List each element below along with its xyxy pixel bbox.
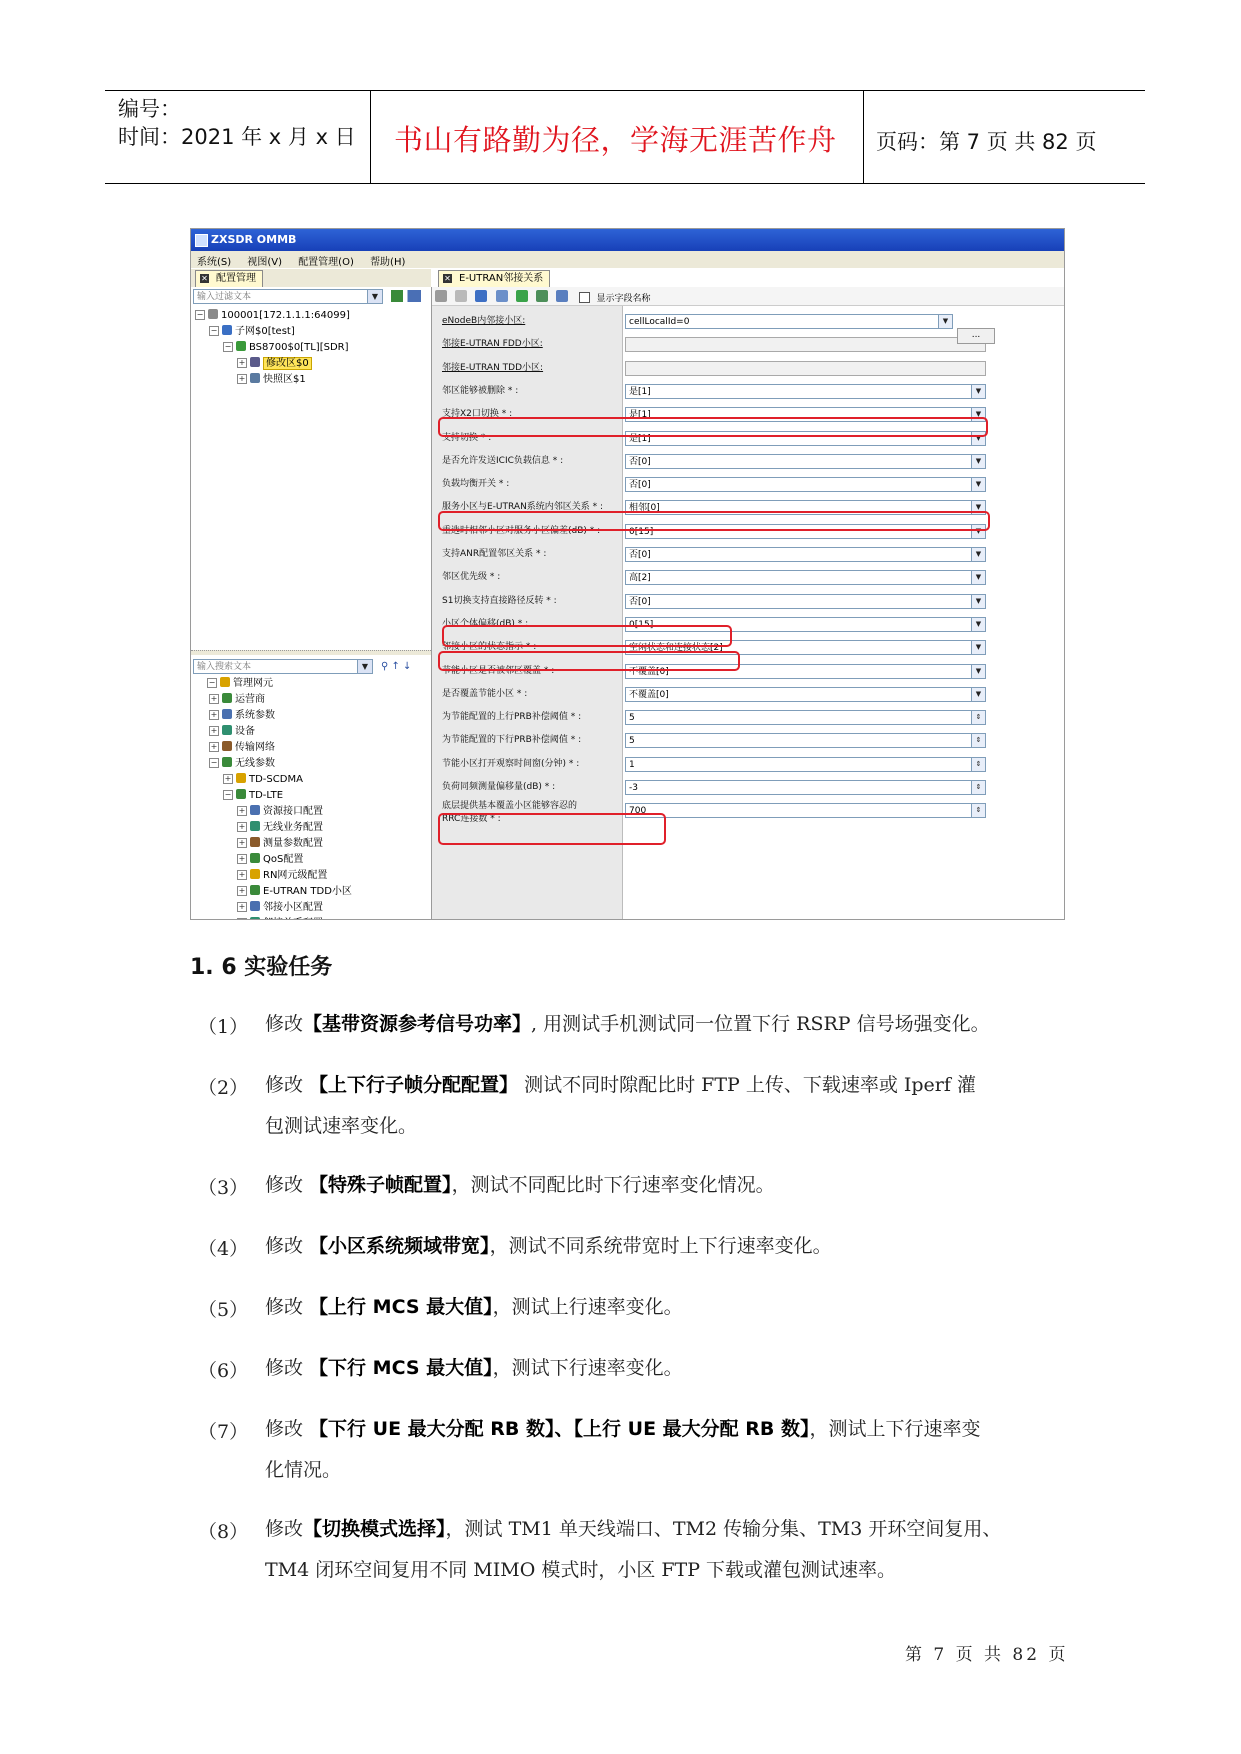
chevron-down-icon[interactable]: ▼ xyxy=(971,665,985,678)
node-icon xyxy=(250,885,260,895)
node-icon xyxy=(250,869,260,879)
tree-node[interactable] xyxy=(237,373,306,387)
select-field[interactable] xyxy=(625,570,986,585)
tree-node-label: 无线业务配置 xyxy=(263,822,323,833)
task-line xyxy=(265,1348,1065,1389)
highlight-cell-offset xyxy=(442,625,732,647)
number-stepper[interactable] xyxy=(625,710,986,725)
expand-icon[interactable]: + xyxy=(210,710,218,719)
edit-icon[interactable] xyxy=(435,290,447,302)
expand-icon[interactable]: + xyxy=(238,870,246,879)
tree-node[interactable] xyxy=(223,789,283,803)
search-placeholder: 输入搜索文本 xyxy=(197,662,252,672)
highlight-neighbor-relation xyxy=(438,511,990,531)
task-text-segment: 修改 xyxy=(265,1013,304,1035)
node-icon xyxy=(222,757,232,767)
field-label: 为节能配置的下行PRB补偿阈值 * : xyxy=(442,735,582,746)
task-parameter: 【切换模式选择】 xyxy=(303,1518,446,1540)
tree-node[interactable] xyxy=(209,325,295,339)
task-line xyxy=(265,1509,1065,1550)
omc-screenshot xyxy=(190,228,1065,920)
chevron-down-icon[interactable]: ▼ xyxy=(367,290,382,303)
tab-eutran-neighbor[interactable] xyxy=(438,270,550,287)
tree-node-label: TD-SCDMA xyxy=(249,774,303,785)
tree-node-label: 传输网络 xyxy=(235,742,275,753)
task-number: （2） xyxy=(198,1077,249,1099)
header-bottom-rule xyxy=(105,183,1145,184)
field-label: 支持ANR配置邻区关系 * : xyxy=(442,549,547,559)
tree-node-label: RN网元级配置 xyxy=(263,870,328,881)
task-item xyxy=(265,1226,1065,1267)
field-value: cellLocalId=0 xyxy=(629,317,690,327)
spinner-icon[interactable]: ⇕ xyxy=(971,758,985,771)
task-text-segment: 修改 xyxy=(265,1357,310,1379)
tree-node[interactable] xyxy=(195,309,350,323)
readonly-field xyxy=(625,361,986,376)
highlight-x2-handover xyxy=(438,417,988,437)
chevron-down-icon[interactable]: ▼ xyxy=(971,432,985,445)
highlight-neighbor-state xyxy=(438,651,740,671)
expand-icon[interactable]: + xyxy=(238,374,246,383)
expand-icon[interactable]: + xyxy=(238,886,246,895)
task-text-segment: 修改 xyxy=(265,1174,310,1196)
tree-node-label: 资源接口配置 xyxy=(263,806,323,817)
task-line xyxy=(265,1004,1065,1045)
header-motto: 书山有路勤为径，学海无涯苦作舟 xyxy=(394,123,837,157)
collapse-icon[interactable] xyxy=(237,918,247,920)
browse-button[interactable]: ... xyxy=(957,328,995,344)
task-item xyxy=(265,1509,1065,1591)
task-line xyxy=(265,1450,1065,1491)
node-icon xyxy=(222,709,232,719)
node-icon xyxy=(236,789,246,799)
field-label: 邻区优先级 * : xyxy=(442,572,501,583)
tree-node-label: E-UTRAN TDD小区 xyxy=(263,886,352,897)
menu-config-management[interactable]: 配置管理(O) xyxy=(298,257,354,268)
spinner-icon[interactable]: ⇕ xyxy=(971,734,985,747)
spinner-icon[interactable]: ⇕ xyxy=(971,711,985,724)
tree-node-label: 修改区$0 xyxy=(263,357,312,370)
tree-node[interactable] xyxy=(237,357,312,371)
task-number: （3） xyxy=(198,1177,249,1199)
collapse-icon[interactable]: − xyxy=(210,758,218,767)
task-number: （5） xyxy=(198,1299,249,1321)
expand-icon[interactable]: + xyxy=(210,694,218,703)
task-text-segment: ，测试 TM1 单天线端口、TM2 传输分集、TM3 开环空间复用、 xyxy=(445,1518,1002,1540)
task-text-segment: 修改 xyxy=(265,1518,304,1540)
tree-node[interactable] xyxy=(209,709,275,723)
chevron-down-icon[interactable]: ▼ xyxy=(971,501,985,514)
tree-node-label: 管理网元 xyxy=(233,678,273,689)
task-item xyxy=(265,1409,1065,1491)
chevron-down-icon[interactable]: ▼ xyxy=(971,548,985,561)
field-label: S1切换支持直接路径反转 * : xyxy=(442,595,557,606)
app-icon xyxy=(195,234,208,247)
field-label: 为节能配置的上行PRB补偿阈值 * : xyxy=(442,712,582,723)
document-date: 时间：2021 年 x 月 x 日 xyxy=(118,125,356,149)
field-value: 高[2] xyxy=(629,573,651,584)
detail-toolbar xyxy=(432,287,1064,306)
filter-tools-icon[interactable] xyxy=(391,290,421,302)
field-value: 是[1] xyxy=(629,410,651,421)
field-value: 1 xyxy=(629,759,635,770)
task-parameter: 【下行 UE 最大分配 RB 数】、【上行 UE 最大分配 RB 数】 xyxy=(309,1418,810,1440)
field-label: 邻接E-UTRAN FDD小区: xyxy=(442,339,543,350)
chevron-down-icon[interactable]: ▼ xyxy=(971,571,985,584)
copy-icon[interactable] xyxy=(496,290,508,302)
tab-label: 配置管理 xyxy=(216,273,256,284)
spinner-icon[interactable]: ⇕ xyxy=(971,781,985,794)
tab-label: E-UTRAN邻接关系 xyxy=(459,273,544,284)
filter-input[interactable] xyxy=(193,289,383,304)
task-parameter: 【特殊子帧配置】 xyxy=(309,1174,452,1196)
task-line xyxy=(265,1409,1065,1450)
field-label: 邻接小区的状态指示 * : xyxy=(442,642,537,653)
collapse-icon[interactable]: − xyxy=(210,326,218,335)
expand-icon[interactable]: + xyxy=(238,822,246,831)
task-text-segment: 修改 xyxy=(265,1296,310,1318)
select-field[interactable] xyxy=(625,454,986,469)
field-value: 否[0] xyxy=(629,480,651,491)
show-field-name-checkbox[interactable] xyxy=(579,292,590,303)
node-icon xyxy=(236,773,246,783)
left-tabstrip xyxy=(191,269,431,287)
chevron-down-icon[interactable]: ▼ xyxy=(971,595,985,608)
field-label: 邻接E-UTRAN TDD小区: xyxy=(442,362,544,373)
tree-node[interactable] xyxy=(237,821,323,835)
chevron-down-icon[interactable]: ▼ xyxy=(357,660,372,673)
field-value: 5 xyxy=(629,736,635,747)
node-icon xyxy=(250,917,260,920)
field-label: 节能小区打开观察时间窗(分钟) * : xyxy=(442,758,580,769)
task-parameter: 【上行 MCS 最大值】 xyxy=(309,1296,493,1318)
node-icon xyxy=(222,741,232,751)
node-icon xyxy=(250,837,260,847)
field-value: 是[1] xyxy=(629,386,651,397)
chevron-down-icon[interactable]: ▼ xyxy=(971,525,985,538)
spinner-icon[interactable]: ⇕ xyxy=(971,804,985,817)
menu-system[interactable]: 系统(S) xyxy=(197,257,232,268)
field-label: 邻区能够被删除 * : xyxy=(442,385,519,396)
field-value: 否[0] xyxy=(629,596,651,607)
task-line xyxy=(265,1226,1065,1267)
header-divider-2 xyxy=(863,90,864,183)
tree-node[interactable] xyxy=(237,917,323,920)
collapse-icon[interactable]: − xyxy=(224,342,232,351)
tree-node[interactable] xyxy=(223,773,303,787)
expand-icon[interactable]: + xyxy=(238,854,246,863)
task-text-segment: 修改 xyxy=(265,1418,310,1440)
field-value: 不覆盖[0] xyxy=(629,666,669,677)
chevron-down-icon[interactable]: ▼ xyxy=(971,641,985,654)
task-line xyxy=(265,1165,1065,1206)
expand-icon[interactable]: + xyxy=(238,358,246,367)
task-text-segment: 化情况。 xyxy=(265,1459,342,1481)
tree-node-label: 设备 xyxy=(235,726,255,737)
tree-node-label: 邻接小区配置 xyxy=(263,902,323,913)
task-text-segment: ，测试上下行速率变 xyxy=(809,1418,981,1440)
number-stepper[interactable] xyxy=(625,757,986,772)
select-field[interactable] xyxy=(625,477,986,492)
field-label: eNodeB内邻接小区: xyxy=(442,316,526,326)
header-divider-1 xyxy=(370,90,371,183)
header-top-rule xyxy=(105,90,1145,91)
field-label: 是否覆盖节能小区 * : xyxy=(442,688,528,699)
menu-view[interactable]: 视图(V) xyxy=(247,257,282,268)
chevron-down-icon[interactable]: ▼ xyxy=(971,385,985,398)
tree-node[interactable] xyxy=(209,757,275,771)
node-icon xyxy=(208,309,218,319)
tree-node-label: 无线参数 xyxy=(235,758,275,769)
node-icon xyxy=(250,821,260,831)
task-text-segment: 修改 xyxy=(265,1074,310,1096)
node-icon xyxy=(222,325,232,335)
tree-node-label: 100001[172.1.1.1:64099] xyxy=(221,310,350,321)
node-icon xyxy=(222,693,232,703)
number-stepper[interactable] xyxy=(625,780,986,795)
page-footer: 第 7 页 共 82 页 xyxy=(905,1645,1069,1665)
tree-node-label: TD-LTE xyxy=(249,790,284,801)
node-icon xyxy=(250,805,260,815)
field-label: 支持切换 * : xyxy=(442,432,492,443)
show-field-name-label: 显示字段名称 xyxy=(596,294,651,304)
field-value: 0[15] xyxy=(629,526,654,537)
collapse-icon[interactable]: − xyxy=(208,678,216,687)
expand-icon[interactable]: + xyxy=(210,726,218,735)
task-line xyxy=(265,1106,1065,1147)
chevron-down-icon[interactable]: ▼ xyxy=(971,618,985,631)
tree-node[interactable] xyxy=(237,853,303,867)
save-icon[interactable] xyxy=(475,290,487,302)
task-parameter: 【上下行子帧分配配置】 xyxy=(309,1074,519,1096)
task-text-segment: 包测试速率变化。 xyxy=(265,1115,418,1137)
task-line xyxy=(265,1550,1065,1591)
export-icon[interactable] xyxy=(556,290,568,302)
task-text-segment: ，测试上行速率变化。 xyxy=(492,1296,683,1318)
tree-node[interactable] xyxy=(237,885,352,899)
expand-icon[interactable]: + xyxy=(224,774,232,783)
expand-icon[interactable]: + xyxy=(210,742,218,751)
select-field[interactable] xyxy=(625,594,986,609)
document-number-label: 编号： xyxy=(118,97,181,121)
task-parameter: 【下行 MCS 最大值】 xyxy=(309,1357,493,1379)
tree-node-label: 运营商 xyxy=(235,694,265,705)
select-field[interactable] xyxy=(625,687,986,702)
tree-node[interactable] xyxy=(209,693,265,707)
tree-node-label: QoS配置 xyxy=(263,854,304,865)
detail-pane xyxy=(432,269,1064,919)
task-text-segment: 修改 xyxy=(265,1235,310,1257)
field-value: 相邻[0] xyxy=(629,503,660,514)
task-text-segment: ，测试不同系统带宽时上下行速率变化。 xyxy=(489,1235,832,1257)
task-number: （6） xyxy=(198,1360,249,1382)
task-item xyxy=(265,1004,1065,1045)
tree-node[interactable] xyxy=(209,741,275,755)
task-number: （8） xyxy=(198,1521,249,1543)
link-icon[interactable] xyxy=(536,290,548,302)
field-value: 否[0] xyxy=(629,456,651,467)
task-parameter: 【小区系统频域带宽】 xyxy=(309,1235,490,1257)
tree-node-label: 子网$0[test] xyxy=(235,326,295,337)
node-icon xyxy=(250,357,260,367)
field-label: 负荷同频测量偏移量(dB) * : xyxy=(442,782,556,792)
number-stepper[interactable] xyxy=(625,803,986,818)
tree-node[interactable] xyxy=(237,805,323,819)
select-field[interactable] xyxy=(625,384,986,399)
menu-bar xyxy=(191,251,1064,268)
chevron-down-icon[interactable]: ▼ xyxy=(971,408,985,421)
section-heading: 1. 6 实验任务 xyxy=(190,955,333,980)
navigation-pane xyxy=(191,287,432,919)
field-label: 服务小区与E-UTRAN系统内邻区关系 * : xyxy=(442,502,604,513)
tree-node-label: BS8700$0[TL][SDR] xyxy=(249,342,349,353)
field-value: 5 xyxy=(629,713,635,724)
tree-node[interactable] xyxy=(237,869,327,883)
task-number: （1） xyxy=(198,1016,249,1038)
close-icon[interactable]: ✕ xyxy=(201,274,208,283)
field-value: 0[15] xyxy=(629,619,654,630)
node-icon xyxy=(222,725,232,735)
tree-node[interactable] xyxy=(209,725,255,739)
close-icon[interactable]: ✕ xyxy=(444,274,451,283)
window-titlebar xyxy=(191,229,1064,251)
task-text-segment: , 用测试手机测试同一位置下行 RSRP 信号场强变化。 xyxy=(531,1013,990,1035)
filter-placeholder: 输入过滤文本 xyxy=(197,292,252,302)
field-value: 700 xyxy=(629,806,647,817)
task-text-segment: TM4 闭环空间复用不同 MIMO 模式时，小区 FTP 下载或灌包测试速率。 xyxy=(265,1559,897,1581)
task-number: （7） xyxy=(198,1421,249,1443)
tree-node[interactable] xyxy=(207,677,273,691)
node-icon xyxy=(236,341,246,351)
task-text-segment: ，测试下行速率变化。 xyxy=(492,1357,683,1379)
field-value: 空闲状态和连接状态[2] xyxy=(629,643,723,654)
menu-help[interactable]: 帮助(H) xyxy=(370,257,406,268)
search-input[interactable] xyxy=(193,659,373,674)
task-item xyxy=(265,1065,1065,1147)
field-value: 不覆盖[0] xyxy=(629,689,669,700)
highlight-rrc-connections xyxy=(438,813,666,845)
tab-config-management[interactable] xyxy=(195,270,263,287)
field-value: -3 xyxy=(629,783,638,793)
pane-splitter[interactable] xyxy=(191,650,431,655)
task-number: （4） xyxy=(198,1238,249,1260)
task-parameter: 【基带资源参考信号功率】 xyxy=(303,1013,532,1035)
refresh-icon[interactable] xyxy=(516,290,528,302)
task-text-segment: 测试不同时隙配比时 FTP 上传、下载速率或 Iperf 灌 xyxy=(518,1074,976,1096)
field-value: 是[1] xyxy=(629,433,651,444)
collapse-icon[interactable]: − xyxy=(224,790,232,799)
node-icon xyxy=(220,677,230,687)
chevron-down-icon[interactable]: ▼ xyxy=(938,315,952,328)
node-icon xyxy=(250,853,260,863)
readonly-field xyxy=(625,337,986,352)
select-field[interactable] xyxy=(625,314,953,329)
tree-node-label xyxy=(263,918,323,920)
field-value: 否[0] xyxy=(629,550,651,560)
task-line xyxy=(265,1287,1065,1328)
task-text-segment: ，测试不同配比时下行速率变化情况。 xyxy=(451,1174,775,1196)
node-icon xyxy=(250,901,260,911)
node-icon xyxy=(250,373,260,383)
field-label: 小区个体偏移(dB) * : xyxy=(442,618,529,629)
field-label: 负载均衡开关 * : xyxy=(442,479,510,490)
tree-node-label: 快照区$1 xyxy=(263,374,306,385)
task-item xyxy=(265,1287,1065,1328)
task-item xyxy=(265,1348,1065,1389)
tree-node-label: 系统参数 xyxy=(235,710,275,721)
undo-icon[interactable] xyxy=(455,290,467,302)
tree-node-label: 测量参数配置 xyxy=(263,838,323,849)
expand-icon[interactable]: + xyxy=(238,806,246,815)
search-icon[interactable]: ⚲ ↑ ↓ xyxy=(381,661,412,672)
collapse-icon[interactable]: − xyxy=(196,310,204,319)
header-page-number: 页码：第 7 页 共 82 页 xyxy=(876,130,1097,154)
tree-node[interactable] xyxy=(237,837,323,851)
field-label: 支持X2口切换 * : xyxy=(442,409,513,420)
chevron-down-icon[interactable]: ▼ xyxy=(971,455,985,468)
chevron-down-icon[interactable]: ▼ xyxy=(971,688,985,701)
tree-node[interactable] xyxy=(237,901,323,915)
task-line xyxy=(265,1065,1065,1106)
field-label: 是否允许发送ICIC负载信息 * : xyxy=(442,455,564,466)
field-label: 节能小区是否被邻区覆盖 * : xyxy=(442,665,555,676)
field-label: 底层提供基本覆盖小区能够容忍的RRC连接数 * : xyxy=(442,801,578,825)
window-title: ZXSDR OMMB xyxy=(211,233,297,246)
field-label: 重选时相邻小区对服务小区偏差(dB) * : xyxy=(442,525,601,536)
tree-node[interactable] xyxy=(223,341,349,355)
select-field[interactable] xyxy=(625,547,986,562)
expand-icon[interactable]: + xyxy=(238,838,246,847)
expand-icon[interactable]: + xyxy=(238,902,246,911)
number-stepper[interactable] xyxy=(625,733,986,748)
task-item xyxy=(265,1165,1065,1206)
chevron-down-icon[interactable]: ▼ xyxy=(971,478,985,491)
